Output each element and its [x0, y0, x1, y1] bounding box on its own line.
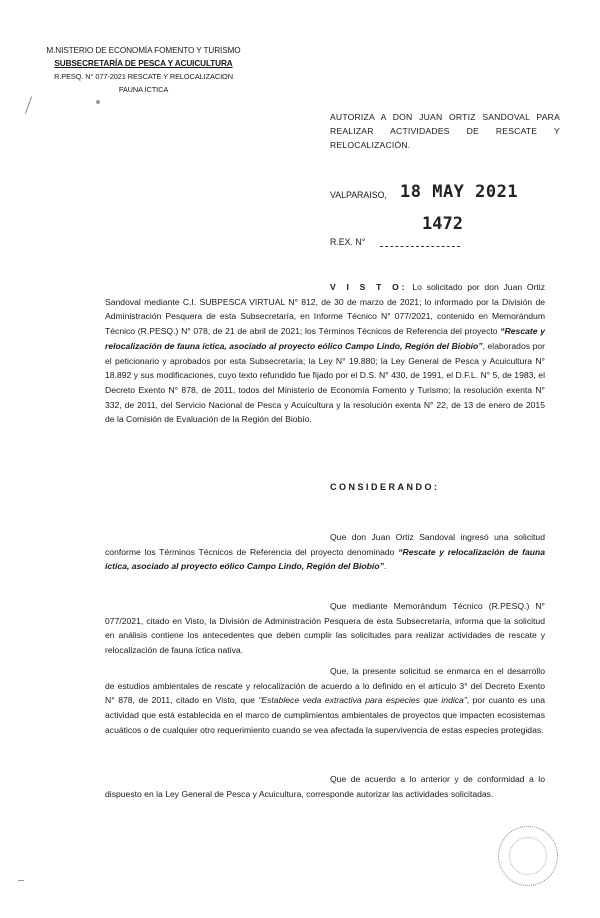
official-seal	[498, 826, 558, 886]
paragraph-3-text-continued: , por cuanto es una actividad que está establecida en el marco de cumplimientos ambientales de proyectos que impacten ecosistemas acuáticos o de cualquier otro requerimiento cuando se vea afectada la supervivencia de estas especies protegidas.	[105, 695, 545, 735]
subsecretaria-name: SUBSECRETARÍA DE PESCA Y ACUICULTURA	[54, 59, 233, 68]
considerando-paragraph-1	[105, 530, 545, 574]
file-reference: R.PESQ. N° 077-2021 RESCATE Y RELOCALIZACION	[54, 72, 233, 81]
paragraph-3-text: Que, la presente solicitud se enmarca en el desarrollo de estudios ambientales de rescate y relocalización de acuerdo a lo definido en el artículo 3° del Decreto Exento N° 878, de 2011, citado en Visto, que	[105, 666, 545, 706]
scan-mark	[96, 100, 100, 104]
paragraph-1-project-name: “Rescate y relocalización de fauna íctica, asociado al proyecto eólico Campo Lindo, Región del Biobío”	[105, 546, 545, 572]
paragraph-1-end: .	[383, 561, 387, 572]
scan-mark	[18, 880, 24, 881]
considerando-paragraph-3	[105, 664, 545, 738]
resolution-number-stamp: 1472	[422, 214, 463, 234]
resolution-label: R.EX. N°	[330, 237, 366, 247]
visto-label: V I S T O:	[330, 282, 408, 292]
scan-mark	[25, 96, 32, 113]
considerando-paragraph-4: Que de acuerdo a lo anterior y de conformidad a lo dispuesto en la Ley General de Pesca y Acuicultura, corresponde autorizar las actividades solicitadas.	[105, 774, 545, 799]
visto-project-name: “Rescate y relocalización de fauna íctica, asociado al proyecto eólico Campo Lindo, Región del Biobío”	[105, 326, 546, 351]
paragraph-1-text: Que don Juan Ortiz Sandoval ingresó una solicitud conforme los Términos Técnicos de Referencia del proyecto denominado	[105, 532, 545, 557]
file-subject: FAUNA ICTICA	[118, 85, 169, 94]
ministry-name: M.NISTERIO DE ECONOMÍA FOMENTO Y TURISMO	[46, 46, 241, 55]
visto-text: Lo solicitado por don Juan Ortiz Sandoval mediante C.I. SUBPESCA VIRTUAL N° 812, de 30 de marzo de 2021; lo informado por la División de Administración Pesquera de esta Subsecretaría, en Informe Técnico N° 077/2021, contenido en Memorándum Técnico (R.PESQ.) N° 078, de 21 de abril de 2021; los Términos Técnicos de Referencia del proyecto	[105, 282, 546, 337]
date-stamp: 18 MAY 2021	[400, 182, 519, 202]
considerando-paragraph-2: Que mediante Memorándum Técnico (R.PESQ.) N° 077/2021, citado en Visto, la División de Administración Pesquera de esta Subsecretaría, informa que la solicitud en análisis contiene los antecedentes que deben cumplir las solicitudes para realizar actividades de rescate y relocalización de fauna íctica nativa.	[105, 601, 545, 656]
letterhead	[36, 44, 251, 96]
visto-section	[105, 280, 545, 427]
resolution-number-line	[380, 246, 460, 247]
considerando-heading: CONSIDERANDO:	[330, 482, 440, 492]
place-label: VALPARAISO,	[330, 190, 387, 200]
resolution-title: AUTORIZA A DON JUAN ORTIZ SANDOVAL PARA REALIZAR ACTIVIDADES DE RESCATE Y RELOCALIZACIÓN.	[330, 112, 560, 150]
visto-text-continued: , elaborados por el peticionario y aprobados por esta Subsecretaría; la Ley N° 19.880; la Ley General de Pesca y Acuicultura N° 18.892 y sus modificaciones, cuyo texto refundido fue fijado por el D.S. N° 430, de 1991, el D.F.L. N° 5, de 1983, el Decreto Exento N° 878, de 2011, todos del Ministerio de Economía Fomento y Turismo; la resolución exenta N° 332, de 2011, del Servicio Nacional de Pesca y Acuicultura y la resolución exenta N° 22, de 13 de enero de 2015 de la Comisión de Evaluación de la Región del Biobío.	[105, 340, 545, 425]
paragraph-3-quote: “Establece veda extractiva para especies que indica”	[258, 695, 467, 706]
